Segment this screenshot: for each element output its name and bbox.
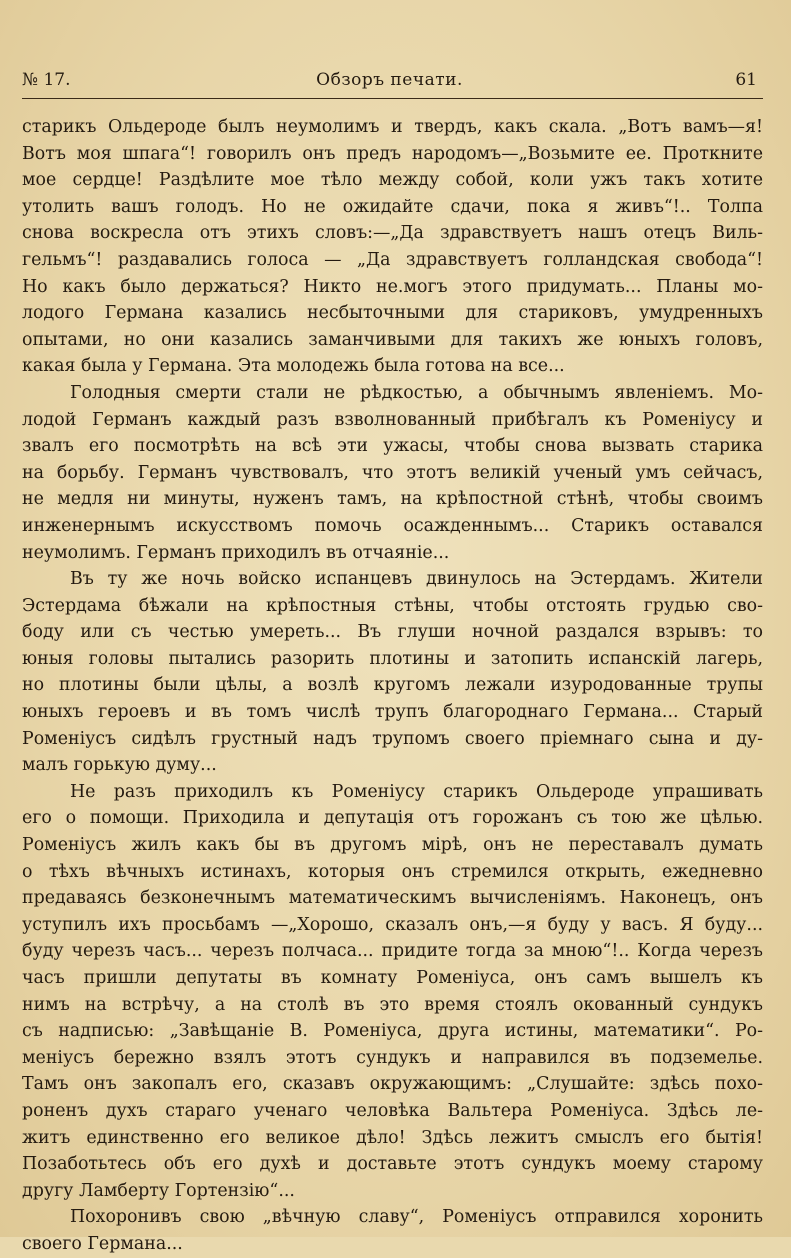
text-line: Вотъ моя шпага“! говорилъ онъ предъ народомъ—„Возьмите ее. Проткните (22, 143, 763, 164)
text-line: нимъ на встрѣчу, а на столѣ въ это время стоялъ окованный сундукъ (22, 994, 763, 1015)
text-line: Роменіусъ жилъ какъ бы въ другомъ мірѣ, онъ не переставалъ думать (22, 835, 763, 856)
text-line: звалъ его посмотрѣть на всѣ эти ужасы, чтобы снова вызвать старика (22, 436, 763, 457)
text-line: неумолимъ. Германъ приходилъ въ отчаяніе... (22, 542, 450, 563)
text-line: юныхъ героевъ и въ томъ числѣ трупъ благороднаго Германа... Старый (22, 702, 763, 723)
header-rule (22, 98, 763, 99)
text-line: роненъ духъ стараго ученаго человѣка Вальтера Роменіуса. Здѣсь ле- (22, 1100, 763, 1121)
text-line: меніусъ бережно взялъ этотъ сундукъ и направился въ подземелье. (22, 1047, 763, 1068)
text-line: Въ ту же ночь войско испанцевъ двинулось на Эстердамъ. Жители (70, 569, 763, 590)
text-line: Тамъ онъ закопалъ его, сказавъ окружающимъ: „Слушайте: здѣсь похо- (22, 1074, 763, 1095)
issue-number: № 17. (22, 70, 71, 90)
text-line: житъ единственно его великое дѣло! Здѣсь лежитъ смыслъ его бытія! (22, 1127, 763, 1148)
page-number: 61 (735, 70, 757, 90)
text-line: часъ пришли депутаты въ комнату Роменіуса, онъ самъ вышелъ къ (22, 968, 763, 988)
text-line: мое сердце! Раздѣлите мое тѣло между собой, коли ужъ такъ хотите (22, 170, 763, 191)
text-line: Но какъ было держаться? Никто не.могъ этого придумать... Планы мо- (22, 276, 763, 297)
text-line: Эстердама бѣжали на крѣпостныя стѣны, чтобы отстоять грудью сво- (22, 595, 763, 616)
text-line: утолить вашъ голодъ. Но не ожидайте сдачи, пока я живъ“!.. Толпа (22, 196, 763, 217)
body-text (22, 114, 763, 1258)
text-line: Похоронивъ свою „вѣчную славу“, Роменіусъ отправился хоронить (70, 1207, 763, 1228)
text-line: инженернымъ искусствомъ помочь осажденнымъ... Старикъ оставался (22, 515, 763, 536)
text-line: снова воскресла отъ этихъ словъ:—„Да здравствуетъ нашъ отецъ Виль- (22, 223, 763, 244)
text-line: какая была у Германа. Эта молодежь была готова на все... (22, 356, 565, 377)
text-line: уступилъ ихъ просьбамъ —„Хорошо, сказалъ онъ,—я буду у васъ. Я буду... (22, 914, 763, 935)
text-line: не медля ни минуты, нуженъ тамъ, на крѣпостной стѣнѣ, чтобы своимъ (22, 489, 763, 510)
text-line: лодой Германъ каждый разъ взволнованный прибѣгалъ къ Роменіусу и (22, 409, 763, 430)
text-line: но плотины были цѣлы, а возлѣ кругомъ лежали изуродованные трупы (22, 675, 763, 696)
text-line: съ надписью: „Завѣщаніе В. Роменіуса, друга истины, математики“. Ро- (22, 1021, 763, 1042)
text-line: юныя головы пытались разорить плотины и затопить испанскій лагерь, (22, 648, 763, 669)
text-line: Позаботьтесь объ его духѣ и доставьте этотъ сундукъ моему старому (22, 1154, 763, 1175)
text-line: старикъ Ольдероде былъ неумолимъ и твердъ, какъ скала. „Вотъ вамъ—я! (22, 117, 763, 137)
text-line: боду или съ честью умереть... Въ глуши ночной раздался взрывъ: то (22, 622, 763, 643)
text-line: своего Германа... (22, 1233, 183, 1254)
text-line: лодого Германа казались несбыточными для стариковъ, умудренныхъ (22, 303, 763, 324)
text-line: его о помощи. Приходила и депутація отъ горожанъ съ тою же цѣлью. (22, 808, 763, 829)
text-line: Голодныя смерти стали не рѣдкостью, а обычнымъ явленіемъ. Мо- (70, 382, 763, 403)
text-line: Не разъ приходилъ къ Роменіусу старикъ Ольдероде упрашивать (70, 781, 763, 802)
text-line: малъ горькую думу... (22, 755, 217, 776)
text-line: Роменіусъ сидѣлъ грустный надъ трупомъ своего пріемнаго сына и ду- (22, 728, 763, 749)
text-line: другу Ламберту Гортензію“... (22, 1180, 295, 1201)
running-header (22, 68, 757, 96)
text-line: предаваясь безконечнымъ математическимъ вычисленіямъ. Наконецъ, онъ (22, 888, 763, 909)
text-line: гельмъ“! раздавались голоса — „Да здравствуетъ голландская свобода“! (22, 249, 763, 270)
text-line: буду черезъ часъ... черезъ полчаса... придите тогда за мною“!.. Когда черезъ (22, 941, 763, 962)
running-title: Обзоръ печати. (316, 70, 463, 90)
text-line: на борьбу. Германъ чувствовалъ, что этотъ великій ученый умъ сейчасъ, (22, 462, 763, 483)
text-line: опытами, но они казались заманчивыми для такихъ же юныхъ головъ, (22, 329, 763, 350)
text-line: о тѣхъ вѣчныхъ истинахъ, которыя онъ стремился открыть, ежедневно (22, 861, 763, 882)
